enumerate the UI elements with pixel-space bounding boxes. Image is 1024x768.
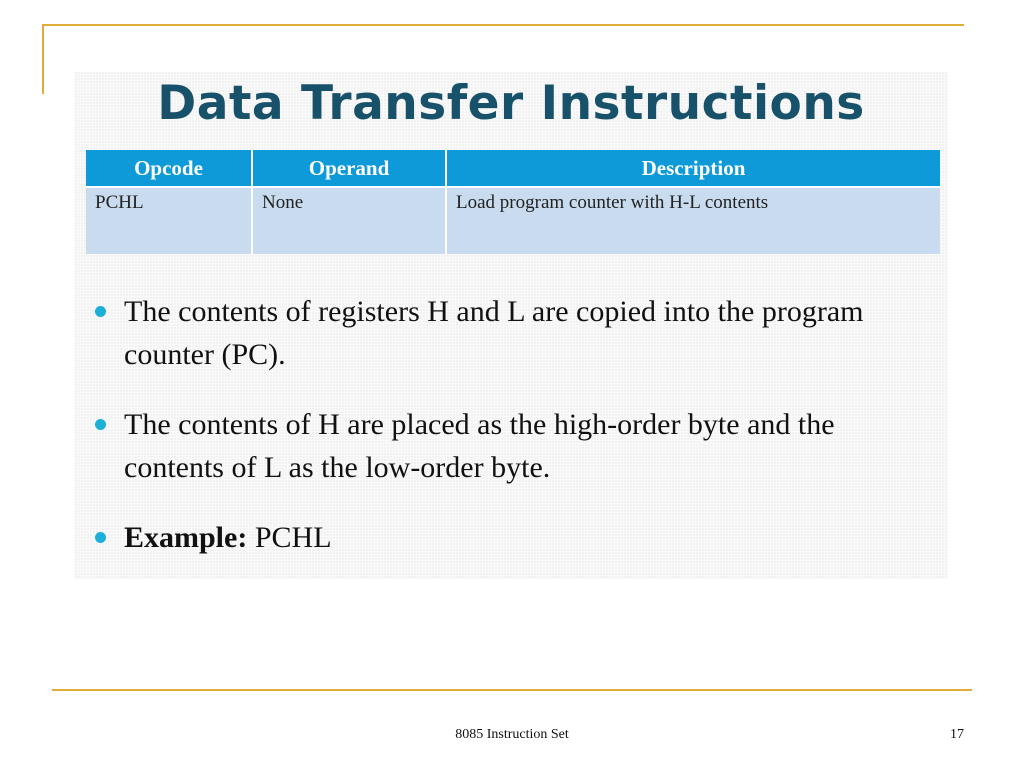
column-header-opcode: Opcode	[86, 150, 252, 187]
decorative-top-line	[42, 24, 964, 26]
bullet-icon	[95, 306, 106, 317]
slide-title: Data Transfer Instructions	[157, 76, 865, 131]
bullet-item	[92, 403, 912, 489]
column-header-operand: Operand	[252, 150, 446, 187]
bullet-item	[92, 290, 912, 376]
bullet-item-example	[92, 516, 912, 559]
instruction-table	[86, 150, 940, 254]
bullet-text: The contents of H are placed as the high-order byte and the contents of L as the low-order byte.	[124, 408, 835, 484]
footer-title: 8085 Instruction Set	[455, 727, 569, 742]
page-number: 17	[950, 727, 964, 742]
footer-divider	[52, 689, 972, 691]
example-label: Example:	[124, 521, 248, 554]
bullet-icon	[95, 419, 106, 430]
cell-opcode: PCHL	[86, 187, 252, 254]
example-text: PCHL	[247, 521, 332, 554]
column-header-description: Description	[446, 150, 940, 187]
cell-description: Load program counter with H-L contents	[446, 187, 940, 254]
table-header-row	[86, 150, 940, 187]
cell-operand: None	[252, 187, 446, 254]
bullet-list	[92, 290, 912, 586]
decorative-left-line	[42, 24, 44, 94]
bullet-icon	[95, 532, 106, 543]
table-row	[86, 187, 940, 254]
bullet-text: The contents of registers H and L are copied into the program counter (PC).	[124, 295, 864, 371]
